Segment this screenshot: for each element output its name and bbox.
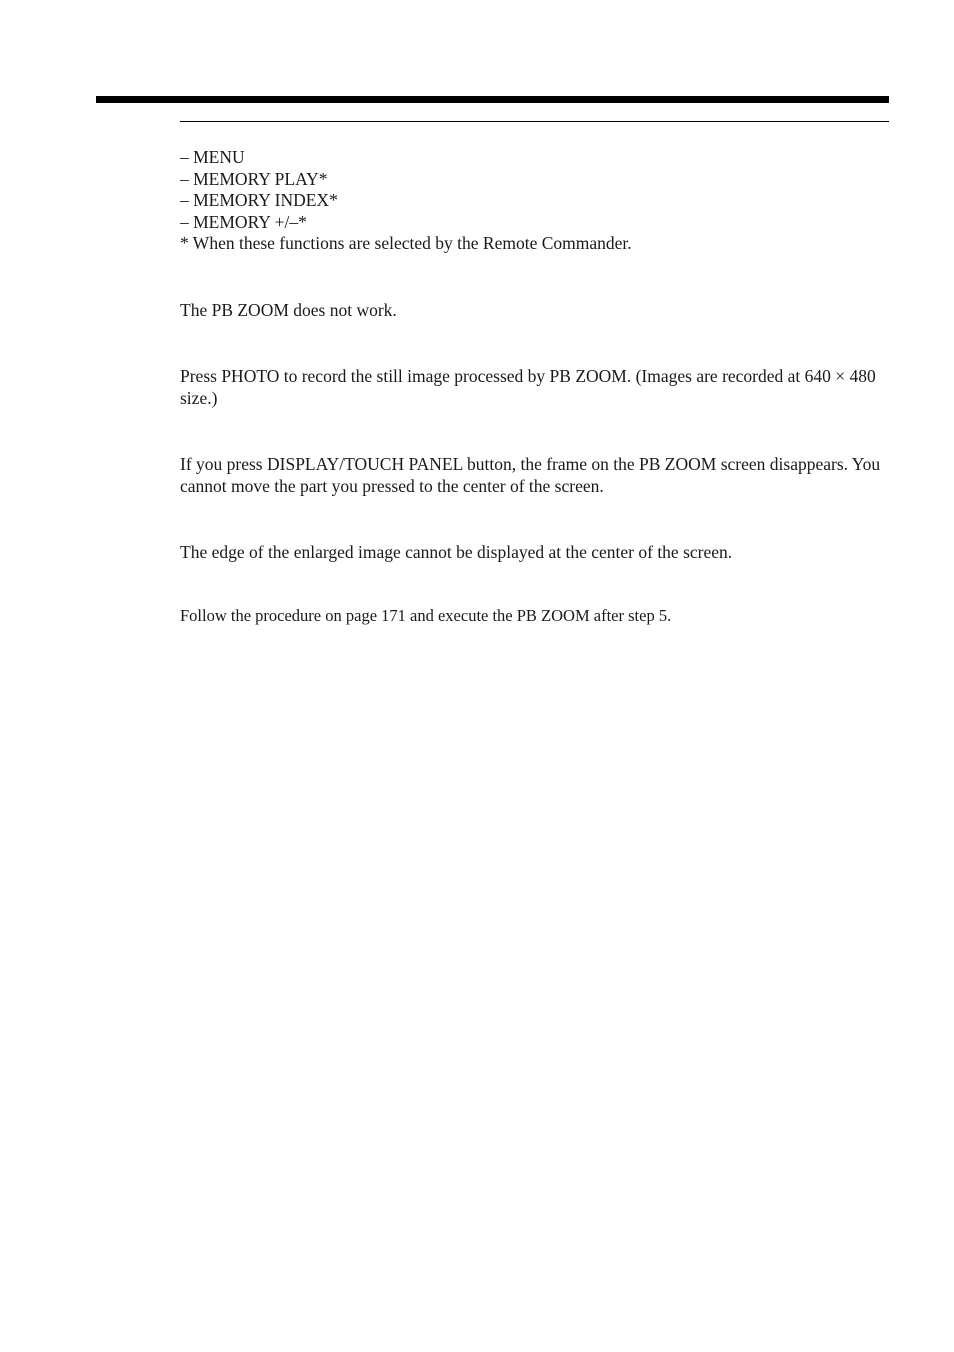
page-content [180, 147, 892, 627]
note-photo-record: Press PHOTO to record the still image processed by PB ZOOM. (Images are recorded at 640 × 480 size.) [180, 365, 876, 408]
list-item: – MEMORY PLAY* [180, 168, 328, 189]
note-pb-zoom-not-work: The PB ZOOM does not work. [180, 299, 397, 320]
list-item: – MENU [180, 147, 245, 167]
note-display-touch-panel: If you press DISPLAY/TOUCH PANEL button, the frame on the PB ZOOM screen disappears. You cannot move the part you pressed to the center of the screen. [180, 453, 881, 496]
header-thick-rule [96, 96, 889, 103]
header-thin-rule [180, 121, 889, 122]
list-item: – MEMORY INDEX* [180, 190, 338, 210]
list-item: – MEMORY +/–* [180, 211, 307, 232]
list-footnote: * When these functions are selected by the Remote Commander. [180, 233, 632, 253]
note-edge-display: The edge of the enlarged image cannot be displayed at the center of the screen. [180, 541, 733, 562]
unavailable-functions-list [180, 147, 892, 255]
note-procedure-reference: Follow the procedure on page 171 and execute the PB ZOOM after step 5. [180, 605, 672, 625]
